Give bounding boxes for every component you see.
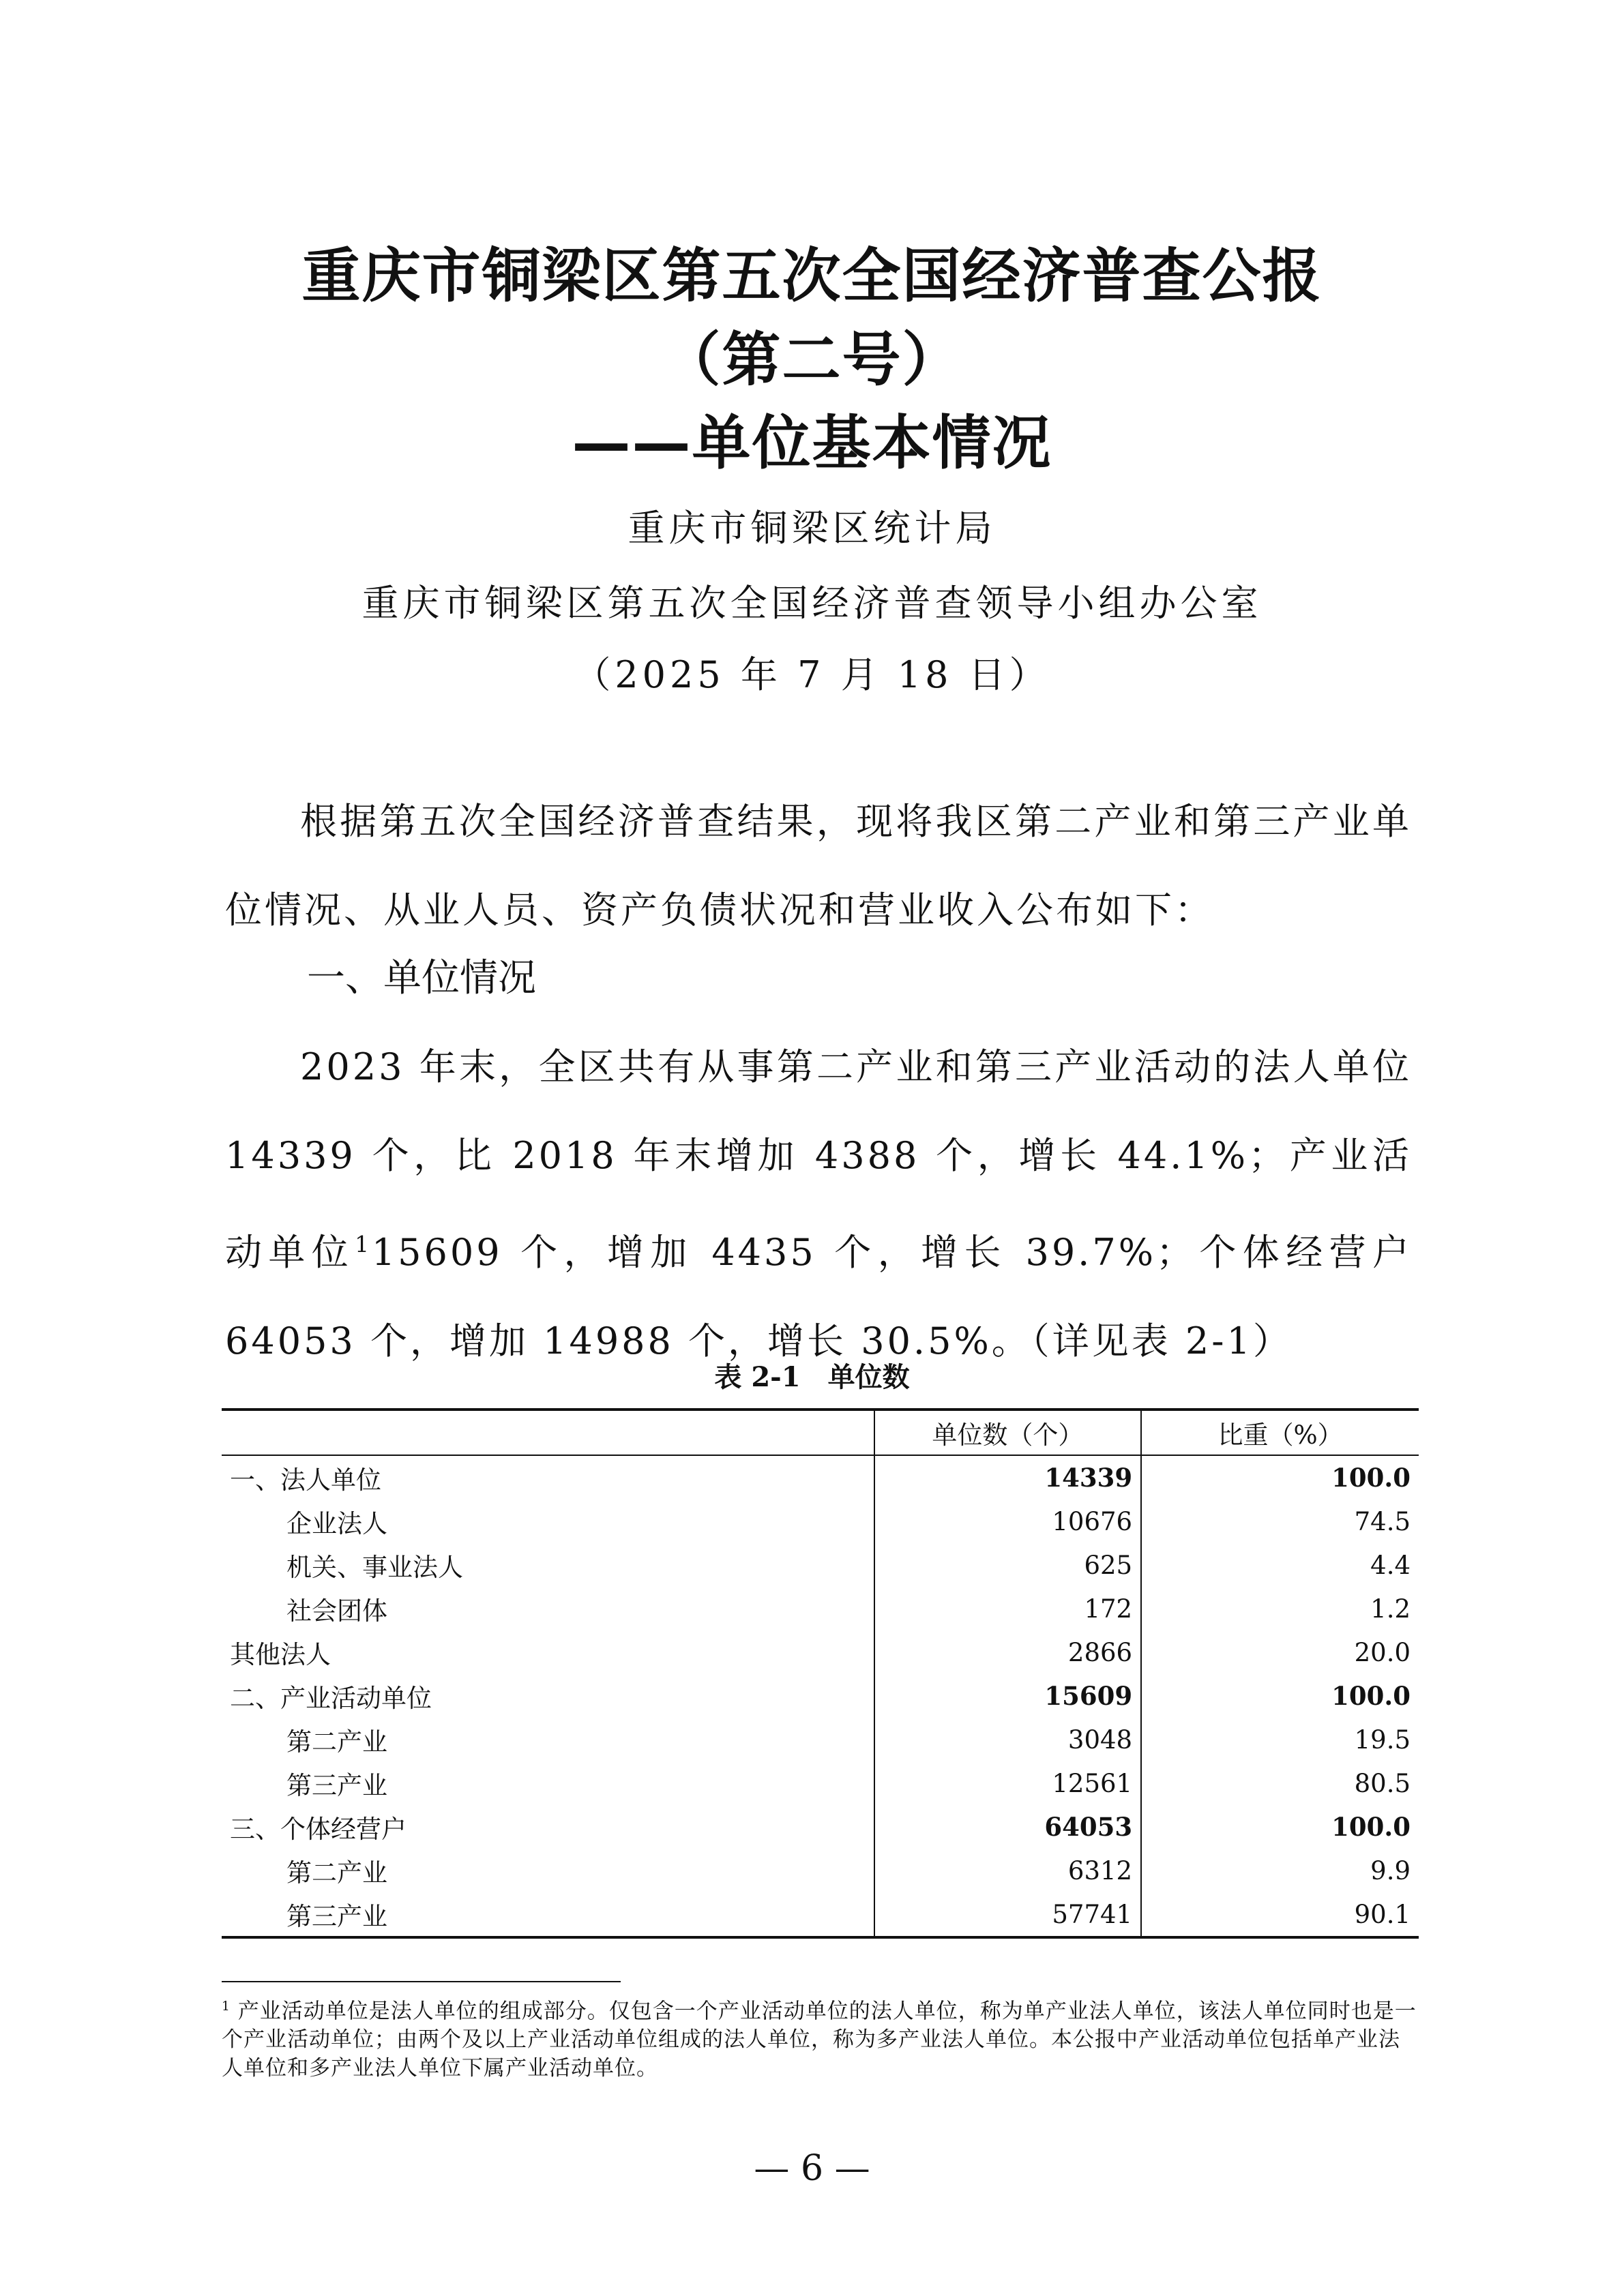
row-share: 20.0 (1141, 1630, 1419, 1674)
footnote (222, 1993, 1419, 2083)
row-label: 第二产业 (286, 1727, 387, 1757)
table-row (222, 1500, 1419, 1543)
table-row (222, 1587, 1419, 1630)
row-share: 100.0 (1141, 1805, 1419, 1849)
row-share: 74.5 (1141, 1500, 1419, 1543)
table-row (222, 1674, 1419, 1718)
row-share: 80.5 (1141, 1761, 1419, 1805)
bulletin-title: 重庆市铜梁区第五次全国经济普查公报 (301, 242, 1323, 310)
row-label: 三、个体经营户 (230, 1815, 407, 1844)
row-share: 100.0 (1141, 1455, 1419, 1500)
row-share: 9.9 (1141, 1849, 1419, 1892)
table-row (222, 1761, 1419, 1805)
footnote-text: 产业活动单位是法人单位的组成部分。仅包含一个产业活动单位的法人单位，称为单产业法人单位，该法人单位同时也是一个产业活动单位；由两个及以上产业活动单位组成的法人单位，称为多产业法人单位。本公报中产业活动单位包括单产业法人单位和多产业法人单位下属产业活动单位。 (222, 1999, 1417, 2081)
table-row (222, 1543, 1419, 1587)
row-label: 二、产业活动单位 (230, 1684, 432, 1713)
row-count: 57741 (874, 1892, 1142, 1937)
row-count: 15609 (874, 1674, 1142, 1718)
row-label: 社会团体 (286, 1596, 387, 1626)
unit-count-table (222, 1408, 1419, 1939)
table-caption: 表 2-1 单位数 (714, 1361, 910, 1393)
footnote-ref[interactable]: 1 (355, 1232, 372, 1257)
bulletin-subtitle: ——单位基本情况 (572, 409, 1052, 477)
row-label: 其他法人 (230, 1640, 331, 1669)
row-label: 企业法人 (286, 1509, 387, 1538)
row-count: 2866 (874, 1630, 1142, 1674)
bulletin-number: （第二号） (662, 326, 962, 394)
row-count: 625 (874, 1543, 1142, 1587)
row-count: 3048 (874, 1718, 1142, 1761)
header-label (222, 1410, 874, 1455)
issue-date: （2025 年 7 月 18 日） (574, 653, 1050, 696)
row-label: 第二产业 (286, 1858, 387, 1888)
row-share: 19.5 (1141, 1718, 1419, 1761)
row-count: 12561 (874, 1761, 1142, 1805)
paragraph-text-a: 2023 年末，全区共有从事第二产业和第三产业活动的法人单位 14339 个，比 2018 年末增加 4388 个，增长 44.1%；产业活动单位 (225, 1045, 1412, 1274)
footnote-divider (222, 1981, 621, 1982)
footnote-mark: 1 (222, 1999, 231, 2014)
table-header-row (222, 1410, 1419, 1455)
row-share: 4.4 (1141, 1543, 1419, 1587)
row-count: 6312 (874, 1849, 1142, 1892)
header-share: 比重（%） (1141, 1410, 1419, 1455)
row-label: 第三产业 (286, 1771, 387, 1800)
row-count: 14339 (874, 1455, 1142, 1500)
table-row (222, 1805, 1419, 1849)
table-row (222, 1849, 1419, 1892)
row-label: 第三产业 (222, 1892, 874, 1937)
section-heading: 一、单位情况 (307, 956, 536, 1000)
section-paragraph (225, 1023, 1412, 1386)
row-label: 一、法人单位 (230, 1465, 381, 1495)
row-count: 172 (874, 1587, 1142, 1630)
row-count: 64053 (874, 1805, 1142, 1849)
row-share: 100.0 (1141, 1674, 1419, 1718)
row-share: 1.2 (1141, 1587, 1419, 1630)
row-count: 10676 (874, 1500, 1142, 1543)
table-row (222, 1455, 1419, 1500)
table-row (222, 1630, 1419, 1674)
page-number: — 6 — (754, 2148, 870, 2189)
header-count: 单位数（个） (874, 1410, 1142, 1455)
paragraph-text-b: 15609 个，增加 4435 个，增长 39.7%；个体经营户 64053 个，增加 14988 个，增长 30.5%。（详见表 2-1） (225, 1231, 1412, 1362)
table-row (222, 1718, 1419, 1761)
intro-paragraph: 根据第五次全国经济普查结果，现将我区第二产业和第三产业单位情况、从业人员、资产负债状况和营业收入公布如下： (225, 800, 1412, 931)
row-share: 90.1 (1141, 1892, 1419, 1937)
issuer-bureau: 重庆市铜梁区统计局 (628, 507, 996, 550)
table-row (222, 1892, 1419, 1937)
row-label: 机关、事业法人 (286, 1553, 463, 1582)
issuer-office: 重庆市铜梁区第五次全国经济普查领导小组办公室 (361, 582, 1263, 625)
